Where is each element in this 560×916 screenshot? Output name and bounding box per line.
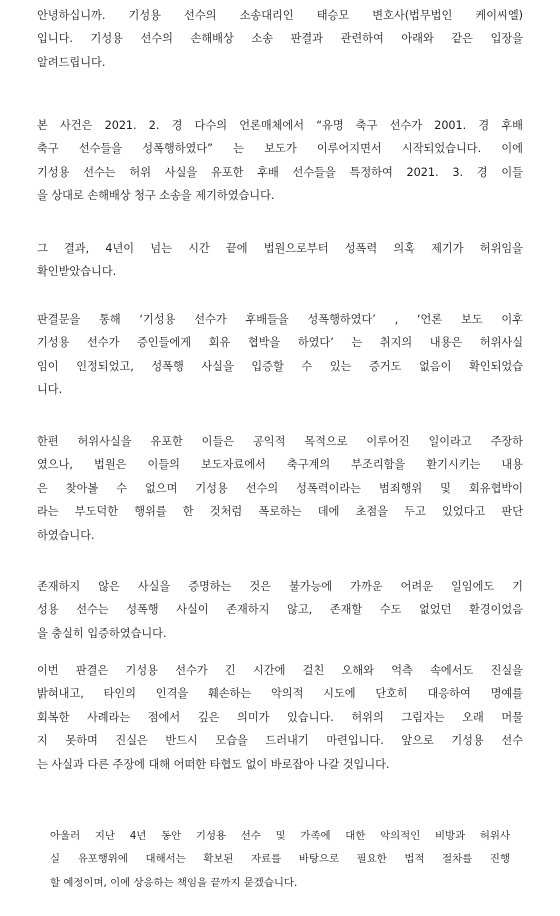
text-line: 축구 선수들을 성폭행하였다” 는 보도가 이루어지면서 시작되었습니다. 이에 — [37, 142, 523, 156]
text-line: 이번 판결은 기성용 선수가 긴 시간에 걸친 오해와 억측 속에서도 진실을 — [37, 664, 523, 677]
paragraph-judgment-findings — [37, 308, 523, 402]
text-line: 니다. — [37, 383, 63, 397]
text-line: 실 유포행위에 대해서는 확보된 자료를 바탕으로 필요한 법적 절차를 진행 — [50, 853, 510, 866]
text-line: 입니다. 기성용 선수의 손해배상 소송 판결과 관련하여 아래와 같은 입장을 — [37, 32, 523, 46]
text-line: 지 못하며 진실은 반드시 모습을 드러내기 마련입니다. 앞으로 기성용 선수 — [37, 734, 523, 748]
paragraph-public-interest-claim — [37, 430, 523, 547]
text-line: 확인받았습니다. — [37, 265, 117, 279]
text-line: 성용 선수는 성폭행 사실이 존재하지 않고, 존재할 수도 없었던 환경이었음 — [37, 603, 523, 617]
text-line: 라는 부도덕한 행위를 한 것처럼 폭로하는 데에 초점을 두고 있었다고 판단 — [37, 505, 523, 519]
text-line: 밝혀내고, 타인의 인격을 훼손하는 악의적 시도에 단호히 대응하여 명예를 — [37, 687, 523, 701]
text-line: 판결문을 통해 ‘기성용 선수가 후배들을 성폭행하였다’ , ‘언론 보도 이후 — [37, 313, 523, 326]
text-line: 임이 인정되었고, 성폭행 사실을 입증할 수 있는 증거도 없음이 확인되었습 — [37, 359, 523, 373]
text-line: 안녕하십니까. 기성용 선수의 소송대리인 태승모 변호사(법무법인 케이씨엘) — [37, 9, 523, 22]
text-line: 하였습니다. — [37, 528, 95, 542]
text-line: 아울러 지난 4년 동안 기성용 선수 및 가족에 대한 악의적인 비방과 허위사 — [50, 830, 510, 842]
paragraph-significance — [37, 659, 523, 776]
text-line: 그 결과, 4년이 넘는 시간 끝에 법원으로부터 성폭력 의혹 제기가 허위임을 — [37, 242, 523, 255]
text-line: 한편 허위사실을 유포한 이들은 공익적 목적으로 이루어진 일이라고 주장하 — [37, 435, 523, 448]
text-line: 할 예정이며, 이에 상응하는 책임을 끝까지 묻겠습니다. — [50, 876, 298, 889]
text-line: 는 사실과 다른 주장에 대해 어떠한 타협도 없이 바로잡아 나갈 것입니다. — [37, 757, 390, 771]
paragraph-greeting — [37, 4, 523, 74]
text-line: 회복한 사례라는 점에서 깊은 의미가 있습니다. 허위의 그림자는 오래 머물 — [37, 710, 523, 724]
text-line: 본 사건은 2021. 2. 경 다수의 언론매체에서 “유명 축구 선수가 2001. 경 후배 — [37, 119, 523, 132]
text-line: 기성용 선수는 허위 사실을 유포한 후배 선수들을 특정하여 2021. 3. 경 이들 — [37, 165, 523, 179]
text-line: 존재하지 않은 사실을 증명하는 것은 불가능에 가까운 어려운 일임에도 기 — [37, 580, 523, 593]
paragraph-legal-action-notice — [50, 825, 510, 895]
text-line: 을 충실히 입증하였습니다. — [37, 626, 167, 640]
text-line: 알려드립니다. — [37, 55, 106, 69]
text-line: 기성용 선수가 증인들에게 회유 협박을 하였다’ 는 취지의 내용은 허위사실 — [37, 336, 523, 350]
text-line: 을 상대로 손해배상 청구 소송을 제기하였습니다. — [37, 189, 275, 203]
paragraph-case-background — [37, 114, 523, 208]
text-line: 은 찾아볼 수 없으며 기성용 선수의 성폭력이라는 범죄행위 및 회유협박이 — [37, 481, 523, 495]
text-line: 였으나, 법원은 이들의 보도자료에서 축구계의 부조리함을 환기시키는 내용 — [37, 458, 523, 472]
paragraph-result — [37, 237, 523, 284]
paragraph-proof — [37, 575, 523, 645]
